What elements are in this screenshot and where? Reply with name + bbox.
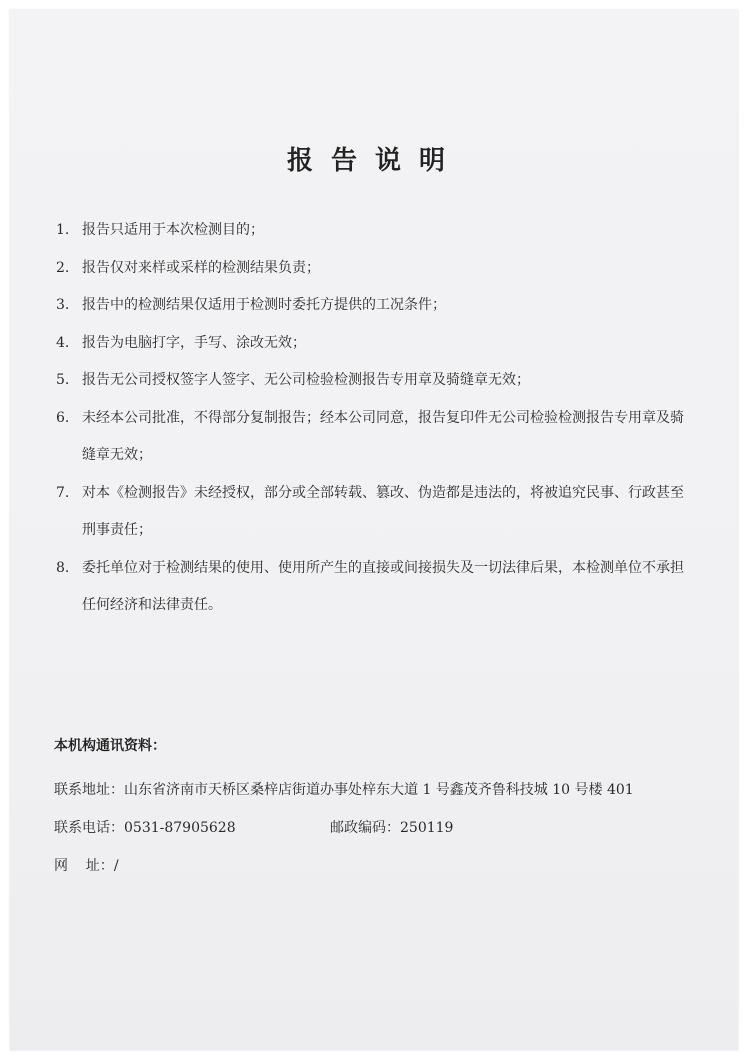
phone-postcode-line: [54, 809, 704, 847]
item-number: 6.: [56, 409, 70, 426]
item-number: 2.: [56, 259, 70, 276]
contact-section: [54, 731, 704, 885]
phone-label: 联系电话：: [54, 820, 124, 836]
item-number: 5.: [56, 372, 70, 388]
address-label: 联系地址：: [54, 782, 124, 798]
list-item: [56, 550, 696, 625]
list-item: [56, 400, 696, 475]
item-number: 1.: [56, 222, 70, 238]
website-line: [54, 847, 704, 885]
item-text: 报告仅对来样或采样的检测结果负责；: [82, 259, 320, 276]
list-item: [56, 362, 696, 400]
list-item: [56, 475, 696, 550]
item-text: 报告只适用于本次检测目的；: [82, 222, 264, 238]
list-item: [56, 325, 696, 363]
list-item: [56, 212, 696, 250]
website-value: /: [113, 858, 119, 874]
item-text: 报告无公司授权签字人签字、无公司检验检测报告专用章及骑缝章无效；: [82, 372, 530, 388]
page-title: 报告说明: [286, 146, 463, 176]
item-number: 7.: [56, 484, 70, 501]
phone-value: 0531-87905628: [124, 820, 236, 836]
address-line: [54, 771, 704, 809]
contact-heading: 本机构通讯资料：: [54, 738, 166, 754]
postcode-value: 250119: [400, 820, 454, 836]
list-item: [56, 250, 696, 288]
item-text: 未经本公司批准，不得部分复制报告；经本公司同意，报告复印件无公司检验检测报告专用章及骑缝章无效；: [82, 409, 684, 463]
postcode-label: 邮政编码：: [330, 820, 400, 836]
item-number: 8.: [56, 559, 70, 576]
website-label: 网 址：: [54, 858, 114, 874]
item-text: 对本《检测报告》未经授权，部分或全部转载、篡改、伪造都是违法的，将被追究民事、行政甚至刑事责任；: [82, 484, 684, 538]
address-value: 山东省济南市天桥区桑梓店街道办事处梓东大道 1 号鑫茂齐鲁科技城 10 号楼 401: [124, 782, 634, 798]
item-text: 报告中的检测结果仅适用于检测时委托方提供的工况条件；: [82, 297, 446, 313]
phone-group: [54, 809, 330, 847]
notes-list: [56, 212, 696, 625]
item-text: 委托单位对于检测结果的使用、使用所产生的直接或间接损失及一切法律后果，本检测单位不承担任何经济和法律责任。: [82, 559, 684, 613]
item-number: 3.: [56, 297, 70, 313]
list-item: [56, 287, 696, 325]
item-number: 4.: [56, 334, 70, 351]
item-text: 报告为电脑打字，手写、涂改无效；: [82, 334, 306, 351]
